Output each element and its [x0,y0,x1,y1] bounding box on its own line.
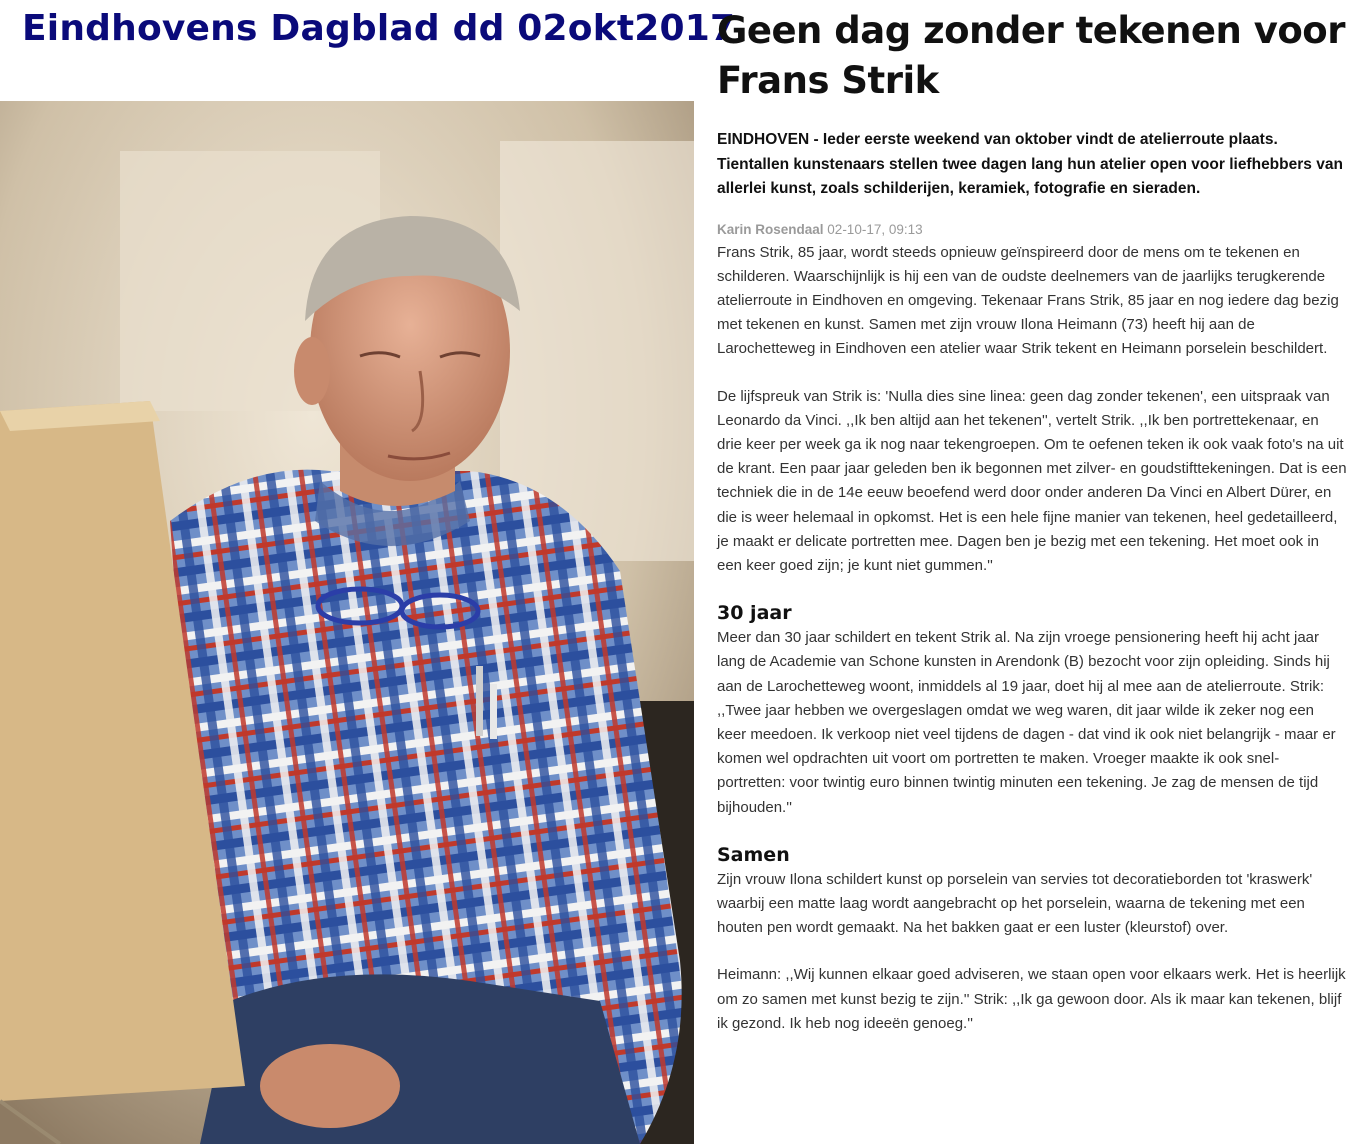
publish-timestamp: 02-10-17, 09:13 [827,221,923,237]
source-caption: Eindhovens Dagblad dd 02okt2017 [22,8,736,49]
article-photo [0,101,694,1144]
body-paragraph: Zijn vrouw Ilona schildert kunst op porselein van servies tot decoratieborden tot 'kraswerk' waarbij een matte laag wordt aangebracht op het porselein, waarna de tekening met een houten pen wordt gemaakt. Na het bakken gaat er een luster (kleurstof) over. [717,870,1313,937]
article [717,0,1347,1036]
byline [717,222,1347,237]
body-paragraph: Frans Strik, 85 jaar, wordt steeds opnieuw geïnspireerd door de mens om te tekenen en schilderen. Waarschijnlijk is hij een van de oudste deelnemers van de jaarlijks terugkerende atelierroute in Eindhoven en omgeving. Tekenaar Frans Strik, 85 jaar en nog iedere dag bezig met tekenen en kunst. Samen met zijn vrouw Ilona Heimann (73) heeft hij aan de Larochetteweg in Eindhoven een atelier waar Strik tekent en Heimann porselein beschildert. [717,243,1339,358]
author-name: Karin Rosendaal [717,221,824,237]
section-heading: Samen [717,843,790,866]
section-heading: 30 jaar [717,602,792,625]
body-paragraph: Heimann: ,,Wij kunnen elkaar goed adviseren, we staan open voor elkaars werk. Het is heerlijk om zo samen met kunst bezig te zijn.'' Strik: ,,Ik ga gewoon door. Als ik maar kan tekenen, blijf ik gezond. Ik heb nog ideeën genoeg.'' [717,966,1346,1032]
body-paragraph: De lijfspreuk van Strik is: 'Nulla dies sine linea: geen dag zonder tekenen', een uitspraak van Leonardo da Vinci. ,,Ik ben altijd aan het tekenen'', vertelt Strik. ,,Ik ben portrettekenaar, en drie keer per week ga ik nog naar tekengroepen. Om te oefenen teken ik ook vaak foto's na uit de krant. Een paar jaar geleden ben ik begonnen met zilver- en goudstifttekeningen. Dat is een techniek die in de 14e eeuw beoefend werd door onder anderen Da Vinci en Albert Dürer, en die is weer helemaal in opkomst. Het is een hele fijne manier van tekenen, heel gedetailleerd, je maakt er delicate portretten mee. Dagen ben je bezig met een tekening. Het moet ook in een keer goed zijn; je kunt niet gummen.'' [717,387,1347,574]
body-paragraph: Meer dan 30 jaar schildert en tekent Strik al. Na zijn vroege pensionering heeft hij acht jaar lang de Academie van Schone kunsten in Arendonk (B) bezocht voor zijn opleiding. Sinds hij aan de Larochetteweg woont, inmiddels al 19 jaar, doet hij al mee aan de atelierroute. Strik: ,,Twee jaar hebben we overgeslagen omdat we weg waren, dit jaar wilde ik zeker nog een keer meedoen. Ik verkoop niet veel tijdens de dagen - dat vind ik ook niet belangrijk - maar er komen wel opdrachten uit voort om portretten te maken. Vroeger maakte ik ook snel-portretten: voor twintig euro binnen twintig minuten een tekening. Je zag de mensen de tijd bijhouden.'' [717,629,1336,816]
article-lead: EINDHOVEN - Ieder eerste weekend van oktober vindt de atelierroute plaats. Tientallen kunstenaars stellen twee dagen lang hun atelier open voor liefhebbers van allerlei kunst, zoals schilderijen, keramiek, fotografie en sieraden. [717,131,1343,197]
article-headline: Geen dag zonder tekenen voor Frans Strik [717,9,1345,102]
